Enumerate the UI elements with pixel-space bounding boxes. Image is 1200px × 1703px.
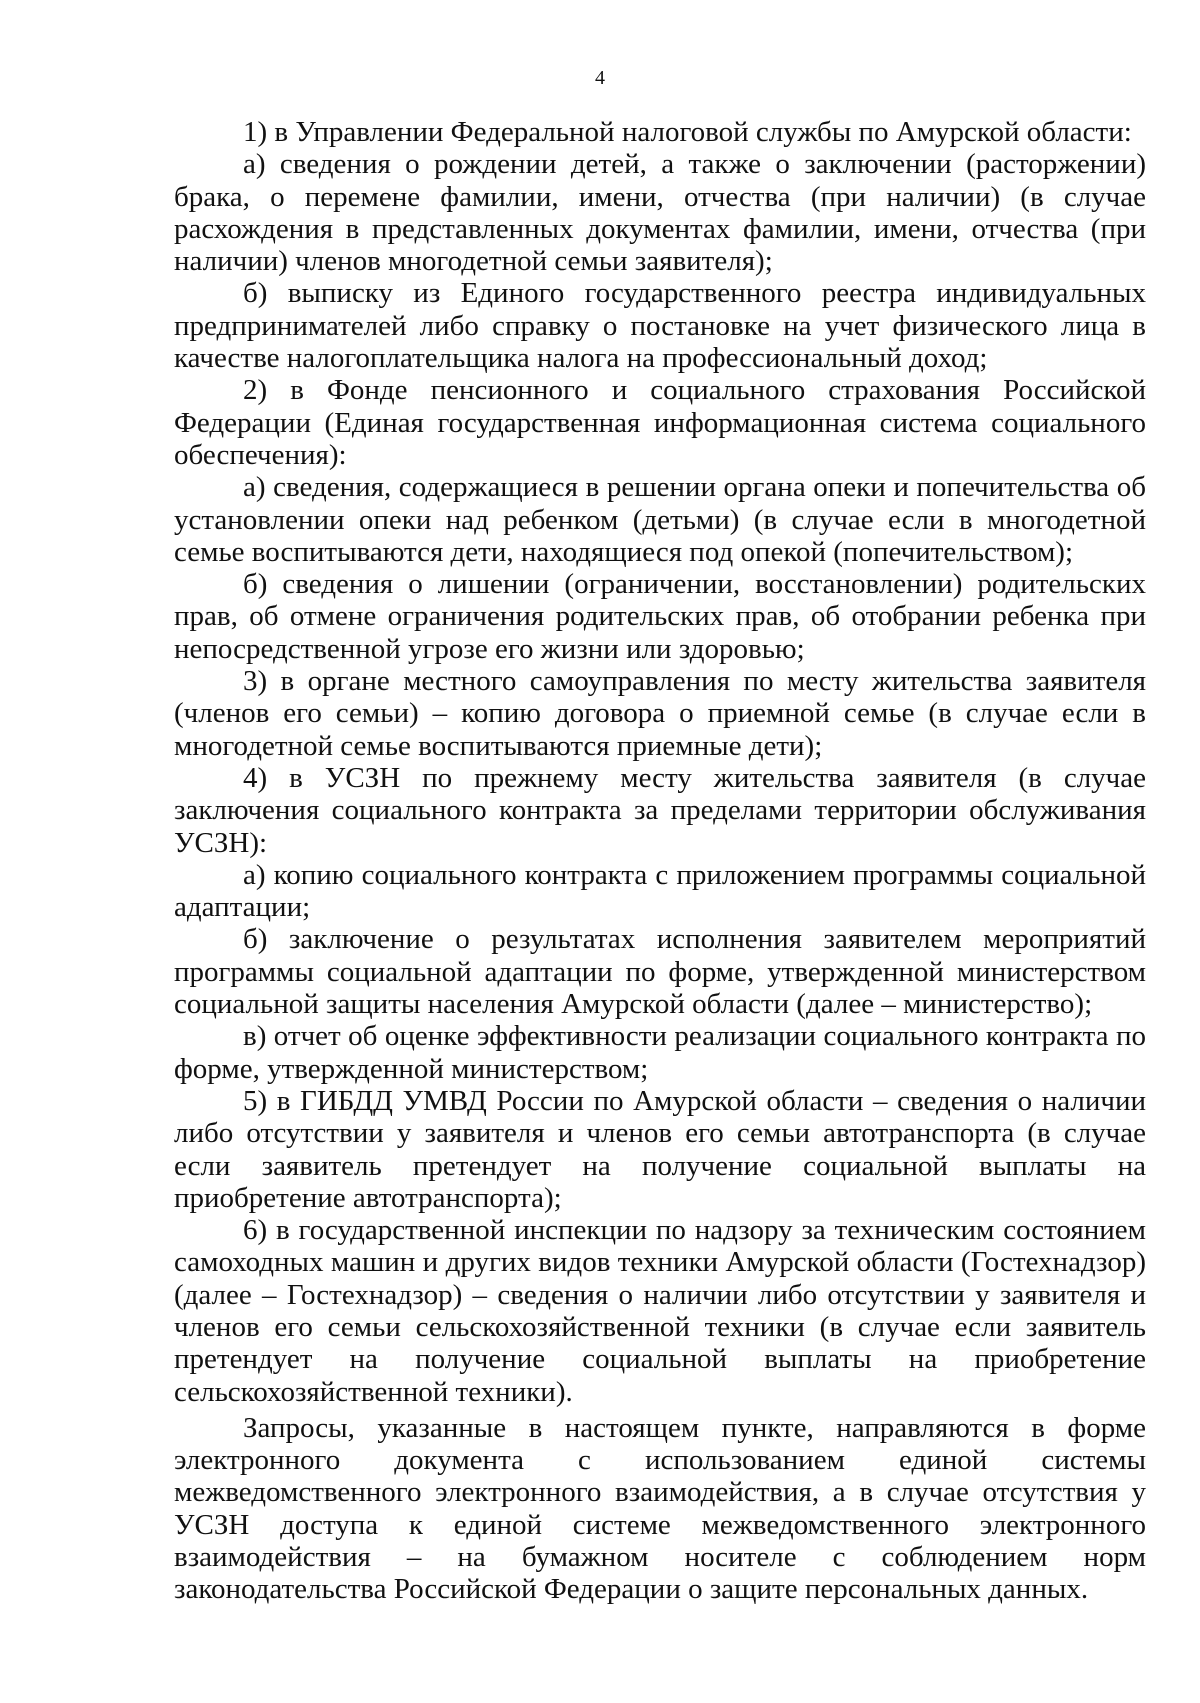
- page-number: 4: [595, 67, 605, 89]
- paragraph-item-1b: б) выписку из Единого государственного реестра индивидуальных предпринимателей либо справку о постановке на учет физического лица в качестве налогоплательщика налога на профессиональный доход;: [174, 277, 1146, 375]
- paragraph-item-1a: а) сведения о рождении детей, а также о заключении (расторжении) брака, о перемене фамилии, имени, отчества (при наличии) (в случае расхождения в представленных документах фамилии, имени, отчества (при наличии) членов многодетной семьи заявителя);: [174, 148, 1146, 278]
- paragraph-item-1-ufns: 1) в Управлении Федеральной налоговой службы по Амурской области:: [243, 116, 1132, 148]
- paragraph-item-2b: б) сведения о лишении (ограничении, восстановлении) родительских прав, об отмене ограничения родительских прав, об отобрании ребенка при непосредственной угрозе его жизни или здоровью;: [174, 568, 1146, 665]
- paragraph-item-2a: а) сведения, содержащиеся в решении органа опеки и попечительства об установлении опеки над ребенком (детьми) (в случае если в многодетной семье воспитываются дети, находящиеся под опекой (попечительством);: [174, 471, 1146, 568]
- paragraph-item-3-local-government: 3) в органе местного самоуправления по месту жительства заявителя (членов его семьи) – копию договора о приемной семье (в случае если в многодетной семье воспитываются приемные дети);: [174, 665, 1146, 762]
- paragraph-item-4v: в) отчет об оценке эффективности реализации социального контракта по форме, утвержденной министерством;: [174, 1020, 1146, 1085]
- paragraph-item-4a: а) копию социального контракта с приложением программы социальной адаптации;: [174, 858, 1146, 924]
- paragraph-item-6-gostekhnadzor: 6) в государственной инспекции по надзору за техническим состоянием самоходных машин и других видов техники Амурской области (Гостехнадзор) (далее – Гостехнадзор) – сведения о наличии либо отсутствии у заявителя и членов его семьи сельскохозяйственной техники (в случае если заявитель претендует на получение социальной выплаты на приобретение сельскохозяйственной техники).: [174, 1214, 1146, 1408]
- paragraph-item-4b: б) заключение о результатах исполнения заявителем мероприятий программы социальной адаптации по форме, утвержденной министерством социальной защиты населения Амурской области (далее – министерство);: [174, 923, 1146, 1021]
- paragraph-requests-closing: Запросы, указанные в настоящем пункте, направляются в форме электронного документа с использованием единой системы межведомственного электронного взаимодействия, а в случае отсутствия у УСЗН доступа к единой системе межведомственного электронного взаимодействия – на бумажном носителе с соблюдением норм законодательства Российской Федерации о защите персональных данных.: [174, 1411, 1146, 1606]
- paragraph-item-4-uszn: 4) в УСЗН по прежнему месту жительства заявителя (в случае заключения социального контракта за пределами территории обслуживания УСЗН):: [174, 761, 1146, 859]
- paragraph-item-5-gibdd: 5) в ГИБДД УМВД России по Амурской области – сведения о наличии либо отсутствии у заявителя и членов его семьи автотранспорта (в случае если заявитель претендует на получение социальной выплаты на приобретение автотранспорта);: [174, 1084, 1146, 1214]
- document-body: [174, 116, 1146, 1606]
- paragraph-item-2-sfr: 2) в Фонде пенсионного и социального страхования Российской Федерации (Единая государственная информационная система социального обеспечения):: [174, 374, 1146, 471]
